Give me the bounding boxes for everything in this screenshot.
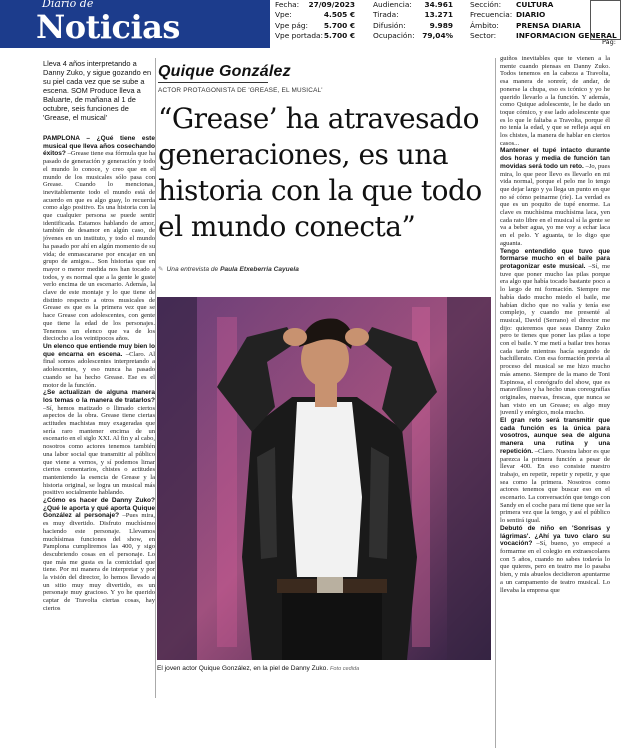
masthead — [0, 0, 621, 48]
meta-row: Tirada: 13.271 — [373, 10, 453, 20]
meta-row: Ocupación: 79,04% — [373, 30, 453, 40]
article-lead: Lleva 4 años interpretando a Danny Zuko, y sigue gozando en su piel cada vez que se sube a escena. SOM Produce lleva a Baluarte, de mañana al 1 de octubre, seis funciones de 'Grease, el musical' — [43, 59, 152, 122]
meta-row: Ámbito: PRENSA DIARIA — [470, 20, 581, 30]
meta-row: Frecuencia: DIARIO — [470, 10, 546, 20]
paragraph: guiños inevitables que te vienen a la mente cuando piensas en Danny Zuko. Todos tenemos en la cabeza a Travolta, esa manera de sonreír, de andar, de ponerse la chupa, eso es icónico y yo he querido llevarlo a la función. Y además, como Quique adolescente, le he dado un toque cómico, y ese lado adolescente que es lo que le faltaba a Travolta, porque él no tenía la edad, y que se refleja aquí en los chistes, la manera de hablar en ciertos casos... — [500, 55, 610, 147]
meta-row: Sección: CULTURA — [470, 0, 554, 9]
meta-row: Vpe portada: 5.700 € — [275, 30, 355, 40]
meta-column-3 — [470, 0, 617, 41]
meta-row: Fecha: 27/09/2023 — [275, 0, 355, 9]
meta-row: Sector: INFORMACION GENERAL — [470, 30, 617, 40]
bullet-icon: ✎ — [158, 266, 164, 273]
article-column-3 — [500, 55, 610, 745]
actor-photo — [157, 297, 491, 660]
photo-illustration — [157, 297, 491, 660]
column-divider — [155, 58, 156, 698]
meta-row: Vpe: 4.505 € — [275, 10, 355, 20]
logo-title: Noticias — [36, 8, 180, 46]
kicker: ACTOR PROTAGONISTA DE 'GREASE, EL MUSICAL' — [158, 87, 323, 94]
meta-row: Audiencia: 34.961 — [373, 0, 453, 9]
logo-subtitle: Diario de — [42, 0, 94, 10]
page-thumbnail-box — [590, 0, 621, 40]
meta-column-2 — [373, 0, 453, 41]
photo-credit: Foto cedida — [330, 666, 360, 672]
page-label: Pág: — [602, 38, 616, 46]
paragraph: El gran reto será transmitir que cada función es la única para vosotros, aunque sea de alguna manera una rutina y una repetición. –Claro. Nuestra labor es que parezca la primera función a pesar de llevar 400. En eso consiste nuestro trabajo, en repetir, repetir y repetir, y que sea como la primera. Nosotros como actores tenemos que buscar eso en el escenario. La conversación que tengo con Sandy en el coche para mí tiene que ser la primera vez que la tengo, y así el público lo sentirá igual. — [500, 417, 610, 525]
paragraph: Mantener el tupé intacto durante dos horas y media de función tan movidas será todo un reto. –Jo, pues mira, lo que peor llevo es llevarlo en mi vida normal, porque el pelo me lo tengo que dejar largo y ya llega un punto en que no sé cómo peinarme (ríe). La verdad es que es un poquito de tupé enorme. La clave es muchísima muchísima laca, yen cada rato libre en el musical sí la gente se va a beber agua, yo me voy a echar laca en el pelo. Y aguanta, te lo digo que aguanta. — [500, 147, 610, 247]
paragraph: Tengo entendido que tuvo que formarse mucho en el baile para protagonizar este musical. –Sí, me tuve que poner mucho las pilas porque era algo que había tocado bastante poco a lo largo de mi formación. Siempre me había dado mucho miedo el baile, me habían dicho que no valía y tenía ese complejo, y cuando me presenté al musical, David (Serrano) el director me dijo: quieremos que seas Danny Zuko pero te tienes que poner las pilas a tope con el baile. Y me metí a bailar tres horas cada tarde mientras hacía segundo de bachillerato. Con esa formación previa al proceso del musical se me hizo mucho más ameno. Siempre de la mano de Toni Espinosa, el coreógrafo del show, que es maravilloso y ha hecho unas coreografías originales, nuevas, frescas, que nunca se han visto en un Grease; es algo muy juvenil y enérgico, mola mucho. — [500, 247, 610, 417]
paragraph: ¿Se actualizan de alguna manera los temas o la manera de tratarlos? –Sí, hemos matizado o llimado ciertos aspectos de la obra. Grease tiene ciertas actitudes machistas muy exageradas que sería raro mantener encima de un escenario en el siglo XXI. Al fin y al cabo, nosotros como actores tenemos también una labor social que transmitir al público que viene a vernos, y sí podemos limar ciertos comentarios, chistes o actitudes manteniendo la esencia de Grease y la historia original, se logra un musical más positivo socialmente hablando. — [43, 389, 155, 497]
paragraph: PAMPLONA – ¿Qué tiene este musical que lleva años cosechando éxitos? –Grease tiene esa fórmula que ha pasado de generación y generación y todo el mundo lo conoce, y creo que en el mundo de los musicales sólo pasa con Grease. Cuando lo mencionas, inevitablemente todo el mundo está de acuerdo en que es algo guay, lo recuerda como algo positivo. Es una historia con la que cualquier persona se puede sentir identificada. Estamos hablando de amor, también de desamor en algún caso, de jóvenes en un instituto, y todo el mundo ha pasado por ahí en algún momento de su vida; de enmascararse por encajar en un grupo de amigos... Son historias que en mayor o menor medida nos han tocado a todos, y es normal que a la gente le guste verlo encima de un escenario. Además, la clave de este montaje y lo que tiene de distinto respecto a otros musicales de Grease es que es la primera vez que se hace Grease con adolescentes, con gente que tiene la edad de los personajes. Tenemos un elenco que va de los dieciocho a los veintipocos años. — [43, 135, 155, 343]
photo-caption: El joven actor Quique González, en la piel de Danny Zuko. Foto cedida — [157, 665, 360, 672]
headline: “Grease’ ha atravesado generaciones, es una historia con la que todo el mundo conecta” — [158, 102, 482, 243]
interviewee-name: Quique González — [158, 63, 291, 80]
newspaper-logo — [0, 0, 270, 48]
meta-column-1 — [275, 0, 355, 41]
article-column-1 — [43, 135, 155, 655]
paragraph: Un elenco que entiende muy bien lo que encarna en escena. –Claro. Al final somos adolescentes interpretando a adolescentes, y eso nunca ha pasado cuando se ha hecho Grease. Ese es el motor de la función. — [43, 342, 155, 389]
byline-rule — [158, 82, 268, 83]
paragraph: ¿Cómo es hacer de Danny Zuko? ¿Qué le aporta y qué aporta Quique González al personaje? –Pues mira, es muy divertido. Disfruto muchísimo haciendo este personaje. Llevamos muchísimas funciones del show, en Pamplona cumpliremos las 400, y sigo descubriendo cosas en el personaje. Lo que más me gusta es la comicidad que tiene. Por mi manera de interpretar y por la visión del director, lo hemos llevado a un sitio muy muy divertido, es un personaje muy gracioso. Y yo he querido captar de Travolta ciertas cosas, hay ciertos — [43, 497, 155, 612]
meta-row: Difusión: 9.989 — [373, 20, 453, 30]
meta-row: Vpe pág: 5.700 € — [275, 20, 355, 30]
interview-credit: ✎ Una entrevista de Paula Etxeberria Cayuela — [158, 266, 299, 273]
paragraph: Debutó de niño en 'Sonrisas y lágrimas'. ¿Ahí ya tuvo claro su vocación? –Sí, bueno, yo empecé a formarme en el colegio en extraescolares con 5 años, cuando no sabes todavía lo que quieres, pero en teatro me lo pasaba bien, y mis abuelos decidieron apuntarme a un campamento de teatro musical. Lo llevaba la empresa que — [500, 524, 610, 594]
